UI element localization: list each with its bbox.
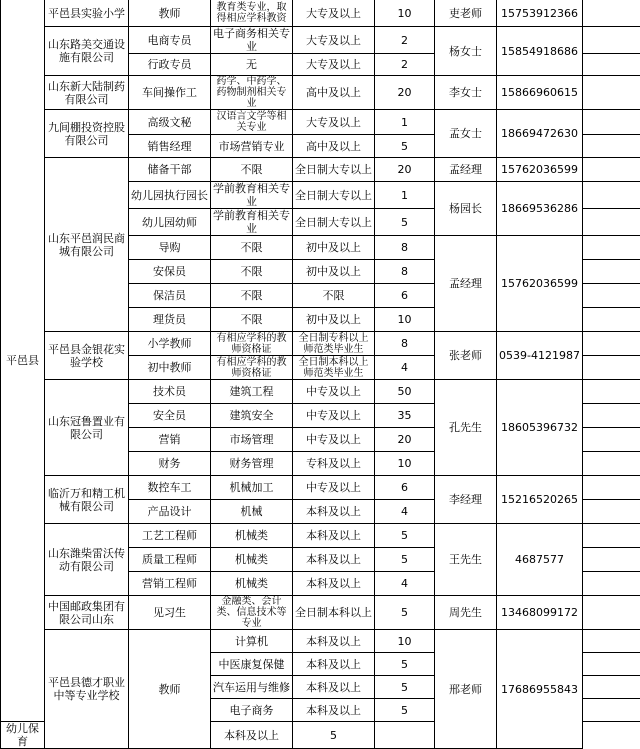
job-education: 本科及以上 (293, 699, 375, 722)
job-major: 不限 (211, 158, 293, 182)
job-major: 市场营销专业 (211, 135, 293, 158)
job-post: 高级文秘 (129, 110, 211, 135)
job-post: 销售经理 (129, 135, 211, 158)
job-count: 5 (375, 135, 435, 158)
job-count: 2 (375, 27, 435, 54)
blank-cell (583, 572, 640, 596)
job-education: 中专及以上 (293, 404, 375, 428)
job-education: 高中及以上 (293, 135, 375, 158)
blank-cell (583, 209, 640, 236)
contact-phone: 15866960615 (497, 76, 583, 110)
job-post: 电商专员 (129, 27, 211, 54)
job-education: 不限 (293, 284, 375, 308)
job-post: 财务 (129, 452, 211, 476)
job-post: 保洁员 (129, 284, 211, 308)
job-education: 全日制大专以上 (293, 182, 375, 209)
company-name: 平邑县德才职业中等专业学校 (45, 630, 129, 749)
contact-person: 李女士 (435, 76, 497, 110)
blank-cell (583, 404, 640, 428)
blank-cell (583, 158, 640, 182)
job-education: 初中及以上 (293, 236, 375, 260)
company-name: 九间棚投资控股有限公司 (45, 110, 129, 158)
job-major: 电子商务 (211, 699, 293, 722)
blank-cell (583, 630, 640, 653)
job-count: 6 (375, 284, 435, 308)
blank-cell (583, 27, 640, 54)
blank-cell (583, 356, 640, 380)
job-education: 本科及以上 (293, 630, 375, 653)
blank-cell (583, 452, 640, 476)
job-major: 药学、中药学、药物制剂相关专业 (211, 76, 293, 110)
job-education: 大专及以上 (293, 0, 375, 27)
contact-person: 孟女士 (435, 110, 497, 158)
job-count: 5 (293, 722, 375, 749)
job-major: 不限 (211, 284, 293, 308)
contact-person: 孟经理 (435, 158, 497, 182)
blank-cell (583, 182, 640, 209)
job-post: 见习生 (129, 596, 211, 630)
job-education: 初中及以上 (293, 260, 375, 284)
job-count: 4 (375, 500, 435, 524)
job-post: 导购 (129, 236, 211, 260)
blank-cell (583, 500, 640, 524)
job-post: 产品设计 (129, 500, 211, 524)
job-count: 10 (375, 452, 435, 476)
blank-cell (583, 676, 640, 699)
blank-cell (583, 524, 640, 548)
contact-phone: 0539-4121987 (497, 332, 583, 380)
blank-cell (375, 722, 435, 749)
company-name: 山东潍柴雷沃传动有限公司 (45, 524, 129, 596)
job-count: 10 (375, 630, 435, 653)
blank-cell (583, 596, 640, 630)
contact-phone: 18669536286 (497, 182, 583, 236)
job-education: 大专及以上 (293, 110, 375, 135)
job-post: 教师 (129, 0, 211, 27)
job-education: 全日制大专以上 (293, 209, 375, 236)
job-count: 6 (375, 476, 435, 500)
company-name: 山东平邑润民商城有限公司 (45, 158, 129, 332)
company-name: 平邑县金银花实验学校 (45, 332, 129, 380)
company-name: 山东新大陆制药有限公司 (45, 76, 129, 110)
job-count: 20 (375, 76, 435, 110)
region-cell: 平邑县 (1, 0, 45, 722)
job-education: 初中及以上 (293, 308, 375, 332)
blank-cell (583, 54, 640, 76)
job-count: 20 (375, 428, 435, 452)
blank-cell (583, 332, 640, 356)
company-name: 山东路美交通设施有限公司 (45, 27, 129, 76)
job-education: 本科及以上 (211, 722, 293, 749)
job-post: 行政专员 (129, 54, 211, 76)
contact-person: 孔先生 (435, 380, 497, 476)
job-major: 学前教育相关专业 (211, 182, 293, 209)
job-count: 8 (375, 236, 435, 260)
contact-person: 王先生 (435, 524, 497, 596)
job-education: 中专及以上 (293, 476, 375, 500)
job-major: 建筑工程 (211, 380, 293, 404)
job-count: 8 (375, 332, 435, 356)
blank-cell (583, 135, 640, 158)
job-post: 初中教师 (129, 356, 211, 380)
job-post: 安全员 (129, 404, 211, 428)
contact-person: 邢老师 (435, 630, 497, 749)
job-education: 本科及以上 (293, 572, 375, 596)
job-education: 本科及以上 (293, 500, 375, 524)
job-education: 本科及以上 (293, 653, 375, 676)
contact-person: 吏老师 (435, 0, 497, 27)
job-major: 机械 (211, 500, 293, 524)
blank-cell (583, 699, 640, 722)
job-major: 汉语言文学等相关专业 (211, 110, 293, 135)
job-education: 本科及以上 (293, 676, 375, 699)
job-major: 中医康复保健 (211, 653, 293, 676)
job-major: 有相应学科的教师资格证 (211, 332, 293, 356)
job-count: 35 (375, 404, 435, 428)
job-post: 技术员 (129, 380, 211, 404)
job-count: 50 (375, 380, 435, 404)
job-education: 高中及以上 (293, 76, 375, 110)
contact-person: 杨女士 (435, 27, 497, 76)
company-name: 平邑县实验小学 (45, 0, 129, 27)
blank-cell (583, 428, 640, 452)
blank-cell (583, 260, 640, 284)
company-name: 临沂万和精工机械有限公司 (45, 476, 129, 524)
job-major: 电子商务相关专业 (211, 27, 293, 54)
blank-cell (583, 476, 640, 500)
job-post: 理货员 (129, 308, 211, 332)
company-name: 中国邮政集团有限公司山东 (45, 596, 129, 630)
job-count: 1 (375, 110, 435, 135)
job-post: 营销工程师 (129, 572, 211, 596)
job-count: 5 (375, 653, 435, 676)
contact-person: 周先生 (435, 596, 497, 630)
job-count: 2 (375, 54, 435, 76)
contact-phone: 15762036599 (497, 158, 583, 182)
job-post: 储备干部 (129, 158, 211, 182)
job-post: 教师 (129, 630, 211, 749)
contact-phone: 15854918686 (497, 27, 583, 76)
blank-cell (583, 380, 640, 404)
contact-phone: 15762036599 (497, 236, 583, 332)
job-count: 10 (375, 0, 435, 27)
job-education: 全日制本科以上 (293, 596, 375, 630)
job-major: 建筑安全 (211, 404, 293, 428)
job-major: 汽车运用与维修 (211, 676, 293, 699)
job-education: 全日制本科以上师范类毕业生 (293, 356, 375, 380)
job-education: 本科及以上 (293, 548, 375, 572)
job-count: 5 (375, 676, 435, 699)
job-major: 不限 (211, 308, 293, 332)
job-post: 数控车工 (129, 476, 211, 500)
job-count: 5 (375, 699, 435, 722)
job-major: 财务管理 (211, 452, 293, 476)
contact-person: 张老师 (435, 332, 497, 380)
job-post: 安保员 (129, 260, 211, 284)
blank-cell (583, 0, 640, 27)
blank-cell (583, 308, 640, 332)
job-major: 计算机 (211, 630, 293, 653)
job-post: 幼儿园幼师 (129, 209, 211, 236)
contact-person: 孟经理 (435, 236, 497, 332)
job-education: 中专及以上 (293, 380, 375, 404)
blank-cell (583, 236, 640, 260)
contact-phone: 18605396732 (497, 380, 583, 476)
job-major: 市场管理 (211, 428, 293, 452)
job-education: 大专及以上 (293, 54, 375, 76)
job-count: 4 (375, 356, 435, 380)
job-education: 专科及以上 (293, 452, 375, 476)
job-major: 不限 (211, 260, 293, 284)
job-education: 中专及以上 (293, 428, 375, 452)
job-major: 无 (211, 54, 293, 76)
job-education: 全日制专科以上师范类毕业生 (293, 332, 375, 356)
job-count: 10 (375, 308, 435, 332)
job-count: 20 (375, 158, 435, 182)
company-name: 山东冠鲁置业有限公司 (45, 380, 129, 476)
job-education: 本科及以上 (293, 524, 375, 548)
job-major: 教育类专业，取得相应学科教资 (211, 0, 293, 27)
job-education: 全日制大专以上 (293, 158, 375, 182)
contact-phone: 4687577 (497, 524, 583, 596)
job-post: 工艺工程师 (129, 524, 211, 548)
job-count: 1 (375, 182, 435, 209)
job-major: 机械类 (211, 548, 293, 572)
job-major: 学前教育相关专业 (211, 209, 293, 236)
contact-person: 杨园长 (435, 182, 497, 236)
contact-phone: 13468099172 (497, 596, 583, 630)
job-major: 有相应学科的教师资格证 (211, 356, 293, 380)
blank-cell (583, 548, 640, 572)
job-major: 机械加工 (211, 476, 293, 500)
job-count: 5 (375, 524, 435, 548)
job-major: 机械类 (211, 572, 293, 596)
blank-cell (583, 653, 640, 676)
blank-cell (583, 110, 640, 135)
job-count: 5 (375, 548, 435, 572)
job-count: 5 (375, 596, 435, 630)
contact-person: 李经理 (435, 476, 497, 524)
job-major: 不限 (211, 236, 293, 260)
contact-phone: 15216520265 (497, 476, 583, 524)
job-post: 幼儿园执行园长 (129, 182, 211, 209)
blank-cell (583, 76, 640, 110)
contact-phone: 17686955843 (497, 630, 583, 749)
job-post: 车间操作工 (129, 76, 211, 110)
job-count: 4 (375, 572, 435, 596)
job-post: 质量工程师 (129, 548, 211, 572)
job-post: 小学教师 (129, 332, 211, 356)
job-major: 金融类、会计类、信息技术等专业 (211, 596, 293, 630)
job-count: 5 (375, 209, 435, 236)
blank-cell (583, 284, 640, 308)
job-education: 大专及以上 (293, 27, 375, 54)
contact-phone: 18669472630 (497, 110, 583, 158)
contact-phone: 15753912366 (497, 0, 583, 27)
job-major: 机械类 (211, 524, 293, 548)
job-count: 8 (375, 260, 435, 284)
job-major: 幼儿保育 (1, 722, 45, 749)
job-post: 营销 (129, 428, 211, 452)
